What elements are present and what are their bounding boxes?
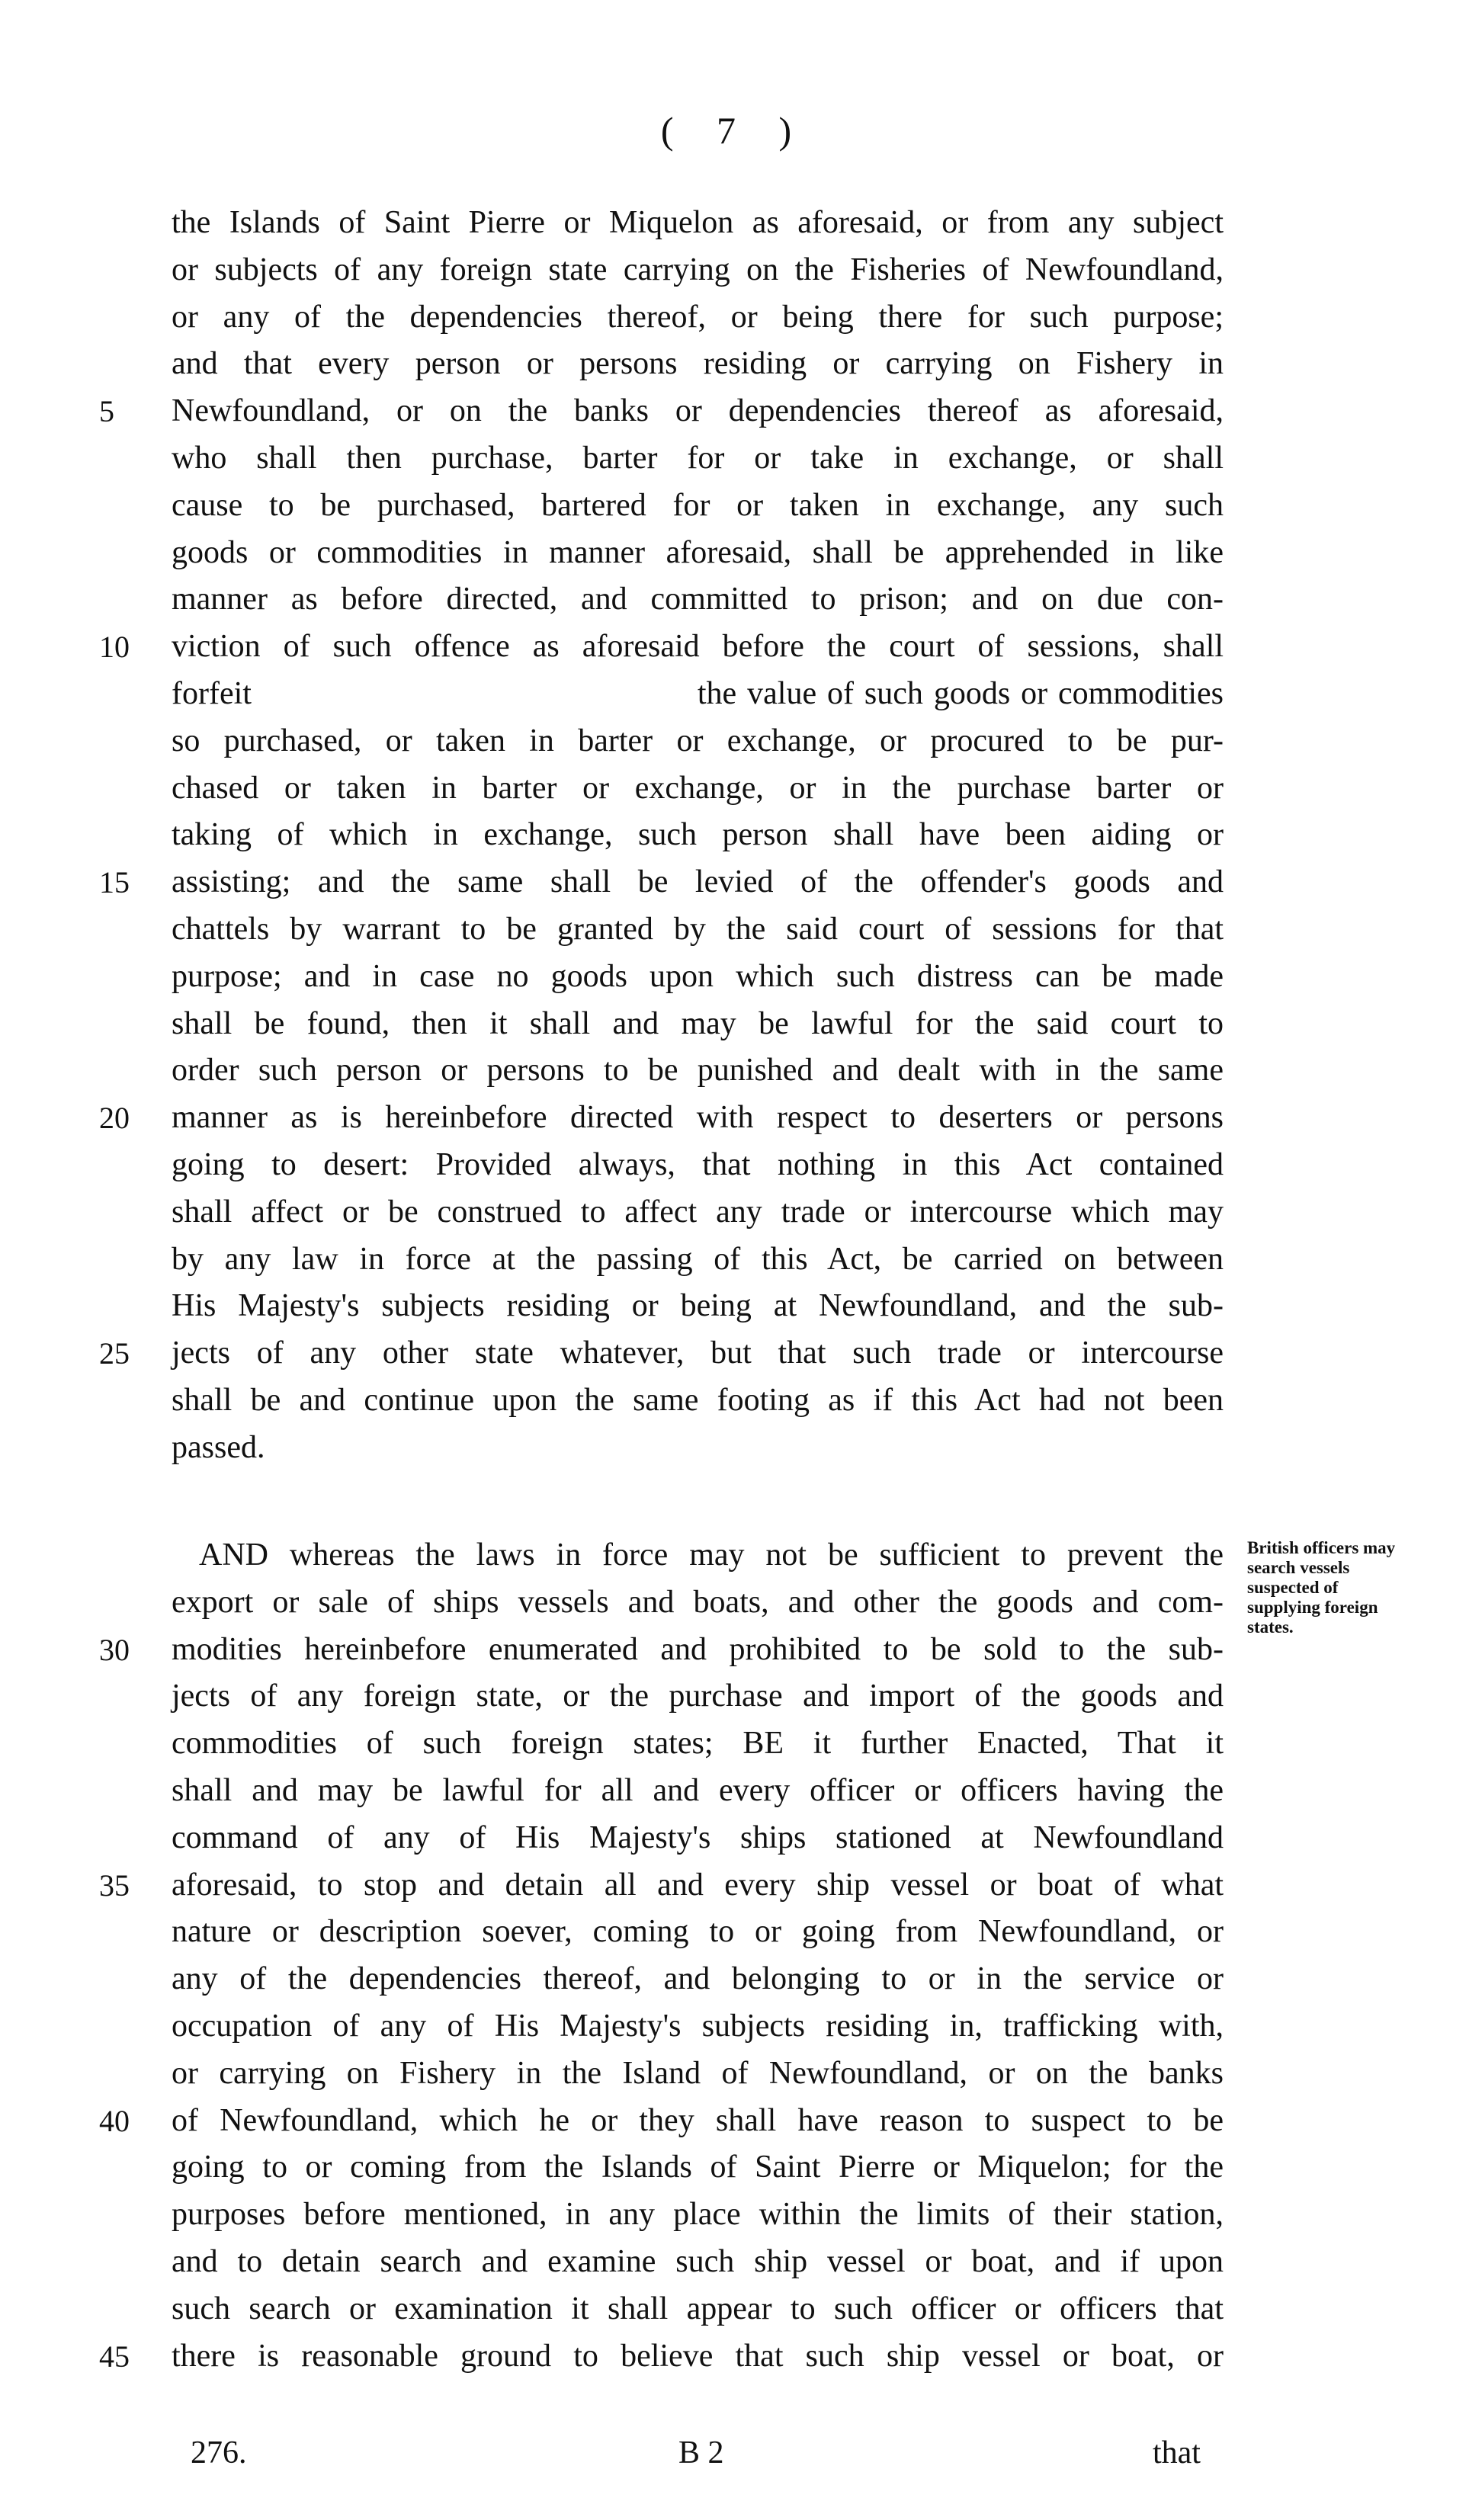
- text-line: passed.: [172, 1429, 265, 1465]
- text-line: assisting; and the same shall be levied of the offender's goods and: [172, 864, 1224, 900]
- text-line: jects of any foreign state, or the purchase and import of the goods and: [172, 1678, 1224, 1714]
- page-number: ( 7 ): [660, 109, 809, 152]
- text-line: commodities of such foreign states; BE it further Enacted, That it: [172, 1726, 1224, 1762]
- signature-letter: B 2: [678, 2435, 724, 2470]
- signature-mark: 276.: [191, 2435, 247, 2470]
- text-line: AND whereas the laws in force may not be sufficient to prevent the: [199, 1537, 1224, 1573]
- line-number: 30: [99, 1632, 130, 1667]
- text-line: command of any of His Majesty's ships stationed at Newfoundland: [172, 1819, 1224, 1855]
- text-line: export or sale of ships vessels and boats, and other the goods and com-: [172, 1584, 1224, 1620]
- text-line: or any of the dependencies thereof, or being there for such purpose;: [172, 299, 1224, 335]
- margin-note: British officers may search vessels suspected of supplying foreign states.: [1247, 1538, 1396, 1637]
- text-line: His Majesty's subjects residing or being at Newfoundland, and the sub-: [172, 1288, 1224, 1324]
- text-line: jects of any other state whatever, but that such trade or intercourse: [172, 1335, 1224, 1371]
- line-number: 35: [99, 1868, 130, 1903]
- text-line: chattels by warrant to be granted by the said court of sessions for that: [172, 911, 1224, 947]
- line-number: 20: [99, 1101, 130, 1136]
- text-line: goods or commodities in manner aforesaid, shall be apprehended in like: [172, 534, 1224, 570]
- text-line: shall and may be lawful for all and every officer or officers having the: [172, 1772, 1224, 1808]
- text-line: and that every person or persons residing or carrying on Fishery in: [172, 346, 1224, 382]
- text-line: chased or taken in barter or exchange, or in the purchase barter or: [172, 770, 1224, 806]
- text-line: manner as before directed, and committed to prison; and on due con-: [172, 582, 1224, 617]
- text-line: viction of such offence as aforesaid before the court of sessions, shall: [172, 629, 1224, 665]
- catchword: that: [1153, 2435, 1201, 2470]
- text-line: Newfoundland, or on the banks or dependencies thereof as aforesaid,: [172, 393, 1224, 429]
- line-number: 25: [99, 1336, 130, 1371]
- text-line: there is reasonable ground to believe that such ship vessel or boat, or: [172, 2338, 1224, 2374]
- text-line: by any law in force at the passing of this Act, be carried on between: [172, 1241, 1224, 1277]
- text-line: such search or examination it shall appear to such officer or officers that: [172, 2291, 1224, 2326]
- text-line: shall affect or be construed to affect any trade or intercourse which may: [172, 1194, 1224, 1230]
- text-line: or subjects of any foreign state carrying on the Fisheries of Newfoundland,: [172, 252, 1224, 287]
- text-line: so purchased, or taken in barter or exchange, or procured to be pur-: [172, 723, 1224, 758]
- text-line: manner as is hereinbefore directed with respect to deserters or persons: [172, 1100, 1224, 1136]
- text-line: the Islands of Saint Pierre or Miquelon as aforesaid, or from any subject: [172, 205, 1224, 240]
- paragraph-continuation: [99, 200, 1224, 1472]
- text-line: shall be found, then it shall and may be lawful for the said court to: [172, 1005, 1224, 1041]
- line-number: 40: [99, 2103, 130, 2138]
- text-line: or carrying on Fishery in the Island of Newfoundland, or on the banks: [172, 2055, 1224, 2091]
- text-line: purposes before mentioned, in any place within the limits of their station,: [172, 2197, 1224, 2233]
- line-number: 45: [99, 2339, 130, 2374]
- text-line: of Newfoundland, which he or they shall have reason to suspect to be: [172, 2102, 1224, 2138]
- text-line: shall be and continue upon the same footing as if this Act had not been: [172, 1382, 1224, 1418]
- line-number: 15: [99, 865, 130, 900]
- text-line: purpose; and in case no goods upon which such distress can be made: [172, 958, 1224, 994]
- text-line: order such person or persons to be punished and dealt with in the same: [172, 1053, 1224, 1088]
- text-line: any of the dependencies thereof, and belonging to or in the service or: [172, 1961, 1224, 1997]
- text-line: going to desert: Provided always, that nothing in this Act contained: [172, 1146, 1224, 1182]
- text-line: going to or coming from the Islands of Saint Pierre or Miquelon; for the: [172, 2150, 1224, 2185]
- text-line: and to detain search and examine such ship vessel or boat, and if upon: [172, 2243, 1224, 2279]
- text-line: cause to be purchased, bartered for or taken in exchange, any such: [172, 487, 1224, 523]
- text-line: occupation of any of His Majesty's subjects residing in, trafficking with,: [172, 2008, 1224, 2044]
- text-line: modities hereinbefore enumerated and prohibited to be sold to the sub-: [172, 1631, 1224, 1667]
- line-number: 5: [99, 394, 114, 429]
- text-line: forfeit the value of such goods or commodities: [172, 675, 1224, 711]
- line-number: 10: [99, 630, 130, 665]
- text-line: aforesaid, to stop and detain all and every ship vessel or boat of what: [172, 1867, 1224, 1903]
- paragraph-and-whereas: [99, 1532, 1224, 2380]
- text-line: nature or description soever, coming to or going from Newfoundland, or: [172, 1914, 1224, 1950]
- text-line: who shall then purchase, barter for or take in exchange, or shall: [172, 440, 1224, 476]
- text-line: taking of which in exchange, such person shall have been aiding or: [172, 817, 1224, 853]
